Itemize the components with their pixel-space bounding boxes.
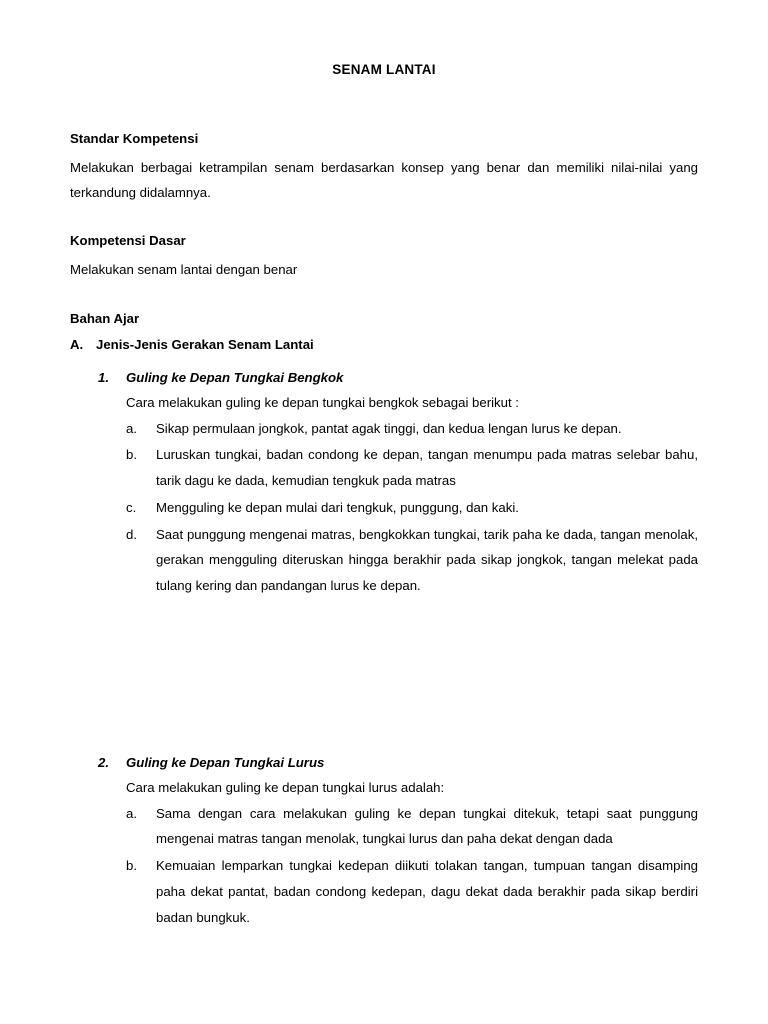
section-body: Melakukan berbagai ketrampilan senam berdasarkan konsep yang benar dan memiliki nilai-nilai yang terkandung didalamnya. bbox=[70, 159, 698, 201]
spacer bbox=[70, 357, 698, 365]
item-heading bbox=[98, 750, 698, 775]
step-item bbox=[126, 495, 698, 521]
item-steps bbox=[126, 801, 698, 931]
chapter-heading bbox=[70, 334, 698, 356]
item-intro: Cara melakukan guling ke depan tungkai bengkok sebagai berikut : bbox=[126, 394, 519, 410]
step-text: Saat punggung mengenai matras, bengkokkan tungkai, tarik paha ke dada, tangan menolak, gerakan mengguling diteruskan hingga berakhir pada sikap jongkok, tangan melekat pada tulang kering dan pandangan lurus ke depan. bbox=[156, 526, 698, 594]
step-text: Kemuaian lemparkan tungkai kedepan diikuti tolakan tangan, tumpuan tangan disamping paha dekat pantat, badan condong kedepan, dagu dekat dada berakhir pada sikap berdiri badan bungkuk. bbox=[156, 858, 698, 925]
section-heading: Standar Kompetensi bbox=[70, 131, 199, 146]
step-text: Sama dengan cara melakukan guling ke depan tungkai ditekuk, tetapi saat punggung mengenai matras tangan menolak, tungkai lurus dan paha dekat dengan dada bbox=[156, 805, 698, 847]
section-heading: Kompetensi Dasar bbox=[70, 233, 186, 249]
item-steps bbox=[126, 416, 698, 599]
section-body: Melakukan senam lantai dengan benar bbox=[70, 262, 298, 278]
item-intro: Cara melakukan guling ke depan tungkai lurus adalah: bbox=[126, 779, 445, 795]
item-title: Guling ke Depan Tungkai Lurus bbox=[126, 754, 325, 770]
spacer bbox=[70, 283, 698, 309]
item-title: Guling ke Depan Tungkai Bengkok bbox=[126, 369, 344, 385]
step-item bbox=[126, 442, 698, 493]
step-text: Sikap permulaan jongkok, pantat agak tinggi, dan kedua lengan lurus ke depan. bbox=[156, 420, 622, 436]
chapter-title: Jenis-Jenis Gerakan Senam Lantai bbox=[96, 337, 314, 353]
step-item bbox=[126, 853, 698, 930]
section-standar-kompetensi bbox=[70, 129, 698, 205]
step-item bbox=[126, 801, 698, 852]
item-marker: 2. bbox=[98, 754, 109, 770]
section-kompetensi-dasar bbox=[70, 231, 698, 282]
section-heading: Bahan Ajar bbox=[70, 310, 140, 326]
step-marker: b. bbox=[126, 447, 137, 463]
step-marker: a. bbox=[126, 420, 137, 436]
list-item bbox=[70, 365, 698, 599]
figure-placeholder bbox=[70, 600, 698, 750]
step-text: Mengguling ke depan mulai dari tengkuk, punggung, dan kaki. bbox=[156, 499, 519, 515]
step-marker: a. bbox=[126, 805, 137, 821]
step-marker: c. bbox=[126, 499, 137, 515]
step-text: Luruskan tungkai, badan condong ke depan, tangan menumpu pada matras selebar bahu, tarik dagu ke dada, kemudian tengkuk pada matras bbox=[156, 447, 698, 489]
item-heading bbox=[98, 365, 698, 390]
list-item bbox=[70, 750, 698, 930]
step-item bbox=[126, 416, 698, 442]
step-marker: d. bbox=[126, 526, 137, 542]
page-title: SENAM LANTAI bbox=[332, 62, 436, 77]
section-bahan-ajar bbox=[70, 309, 698, 329]
chapter-marker: A. bbox=[70, 337, 84, 353]
step-item bbox=[126, 522, 698, 599]
spacer bbox=[70, 205, 698, 231]
step-marker: b. bbox=[126, 858, 137, 874]
item-marker: 1. bbox=[98, 369, 109, 385]
